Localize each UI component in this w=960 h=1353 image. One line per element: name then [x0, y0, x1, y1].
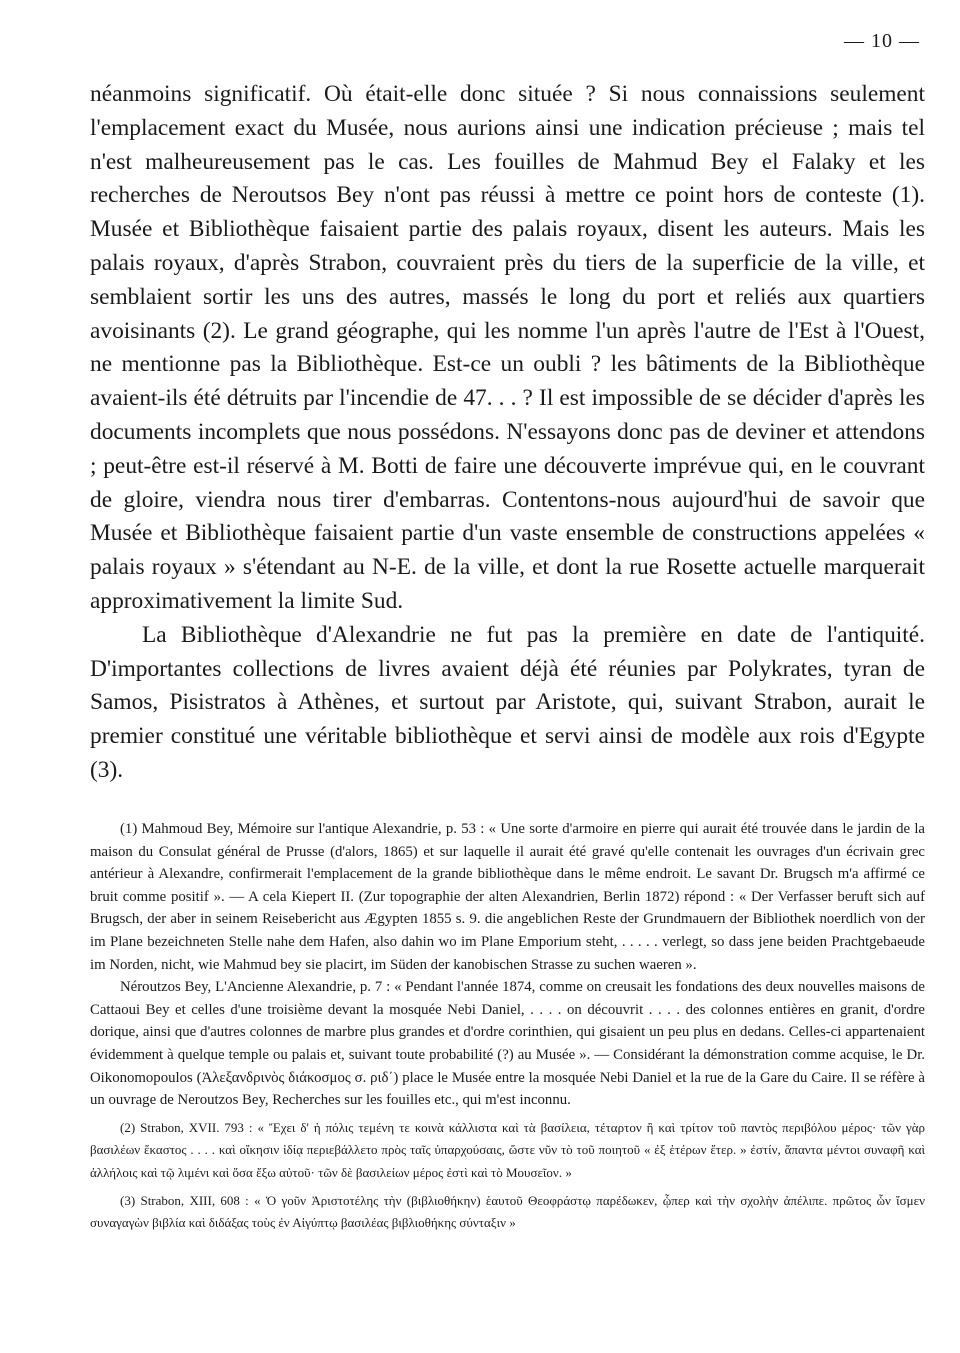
footnote-3: (3) Strabon, XIII, 608 : « Ὁ γοῦν Ἀριστοτέλης τὴν (βιβλιοθήκην) ἑαυτοῦ Θεοφράστῳ παρέδωκεν, ᾧπερ καὶ τὴν σχολὴν ἀπέλιπε. πρῶτος ὧν ἴσμεν συναγαγὼν βιβλία καὶ διδάξας τοὺς ἐν Αἰγύπτῳ βασιλέας βιβλιοθήκης σύνταξιν »	[90, 1192, 925, 1231]
paragraph: La Bibliothèque d'Alexandrie ne fut pas la première en date de l'antiquité. D'importantes collections de livres avaient déjà été réunies par Polykrates, tyran de Samos, Pisistratos à Athènes, et surtout par Aristote, qui, suivant Strabon, aurait le premier constitué une véritable bibliothèque et servi ainsi de modèle aux rois d'Egypte (3).	[90, 621, 925, 783]
paragraph: néanmoins significatif. Où était-elle donc située ? Si nous connaissions seulement l'emplacement exact du Musée, nous aurions ainsi une indication précieuse ; mais tel n'est malheureusement pas le cas. Les fouilles de Mahmud Bey el Falaky et les recherches de Neroutsos Bey n'ont pas réussi à mettre ce point hors de conteste (1). Musée et Bibliothèque faisaient partie des palais royaux, disent les auteurs. Mais les palais royaux, d'après Strabon, couvraient près du tiers de la superficie de la ville, et semblaient sortir les uns des autres, massés le long du port et reliés aux quartiers avoisinants (2). Le grand géographe, qui les nomme l'un après l'autre de l'Est à l'Ouest, ne mentionne pas la Bibliothèque. Est-ce un oubli ? les bâtiments de la Bibliothèque avaient-ils été détruits par l'incendie de 47. . . ? Il est impossible de se décider d'après les documents incomplets que nous possédons. N'essayons donc pas de deviner et attendons ; peut-être est-il réservé à M. Botti de faire une découverte imprévue qui, en le couvrant de gloire, viendra nous tirer d'embarras. Contentons-nous aujourd'hui de savoir que Musée et Bibliothèque faisaient partie d'un vaste ensemble de constructions appelées « palais royaux » s'étendant au N-E. de la ville, et dont la rue Rosette actuelle marquerait approximativement la limite Sud.	[90, 81, 925, 614]
footnote-1: (1) Mahmoud Bey, Mémoire sur l'antique Alexandrie, p. 53 : « Une sorte d'armoire en pierre qui aurait été trouvée dans le jardin de la maison du Consulat général de Prusse (d'alors, 1865) et sur laquelle il aurait été gravé qu'elle contenait les ouvrages d'un écrivain grec antérieur à Alexandre, confirmerait l'emplacement de la grande bibliothèque dans le même endroit. Le savant Dr. Brugsch m'a affirmé ce bruit comme positif ». — A cela Kiepert II. (Zur topographie der alten Alexandrien, Berlin 1872) répond : « Der Verfasser beruft sich auf Brugsch, der aber in seinem Reisebericht aus Ægypten 1855 s. 9. die angeblichen Reste der Grundmauern der Bibliothek noerdlich von der im Plane bezeichneten Stelle nahe dem Hafen, also dahin wo im Plane Emporium steht, . . . . . verlegt, so dass jene beiden Prachtgebaeude im Norden, nicht, wie Mahmud bey sie placirt, im Süden der kanobischen Strasse zu suchen waeren ».	[90, 821, 925, 973]
main-text	[90, 78, 925, 788]
page-number: — 10 —	[844, 30, 920, 52]
footnote-1-continued: Néroutzos Bey, L'Ancienne Alexandrie, p. 7 : « Pendant l'année 1874, comme on creusait les fondations des deux nouvelles maisons de Cattaoui Bey et celles d'une troisième devant la mosquée Nebi Daniel, . . . . on découvrit . . . . des colonnes entières en granit, d'ordre dorique, ainsi que d'autres colonnes de marbre plus grandes et d'ordre corinthien, qui gisaient un peu plus en dedans. Celles-ci appartenaient évidemment à quelque temple ou palais et, suivant toute probabilité (?) au Musée ». — Considérant la démonstration comme acquise, le Dr. Oikonomopoulos (Ἀλεξανδρινὸς διάκοσμος σ. ριδ΄) place le Musée entre la mosquée Nebi Daniel et la rue de la Gare du Caire. Il se réfère à un ouvrage de Neroutzos Bey, Recherches sur les fouilles etc., qui m'est inconnu.	[90, 979, 925, 1109]
footnotes	[90, 818, 925, 1235]
footnote-2: (2) Strabon, XVII. 793 : « Ἔχει δ' ἡ πόλις τεμένη τε κοινὰ κάλλιστα καὶ τὰ βασίλεια, τέταρτον ἢ καὶ τρίτον τοῦ παντὸς περιβόλου μέρος· τῶν γὰρ βασιλέων ἕκαστος . . . . καὶ οἴκησιν ἰδίᾳ περιεβάλλετο πρὸς ταῖς ὑπαρχούσαις, ὥστε νῦν τὸ τοῦ ποιητοῦ « ἐξ ἑτέρων ἕτερ. » ἐστίν, ἅπαντα μέντοι συναφῆ καὶ ἀλλήλοις καὶ τῷ λιμένι καὶ ὅσα ἔξω αὐτοῦ· τῶν δὲ βασιλείων μέρος ἐστὶ καὶ τὸ Μουσεῖον. »	[90, 1119, 925, 1180]
